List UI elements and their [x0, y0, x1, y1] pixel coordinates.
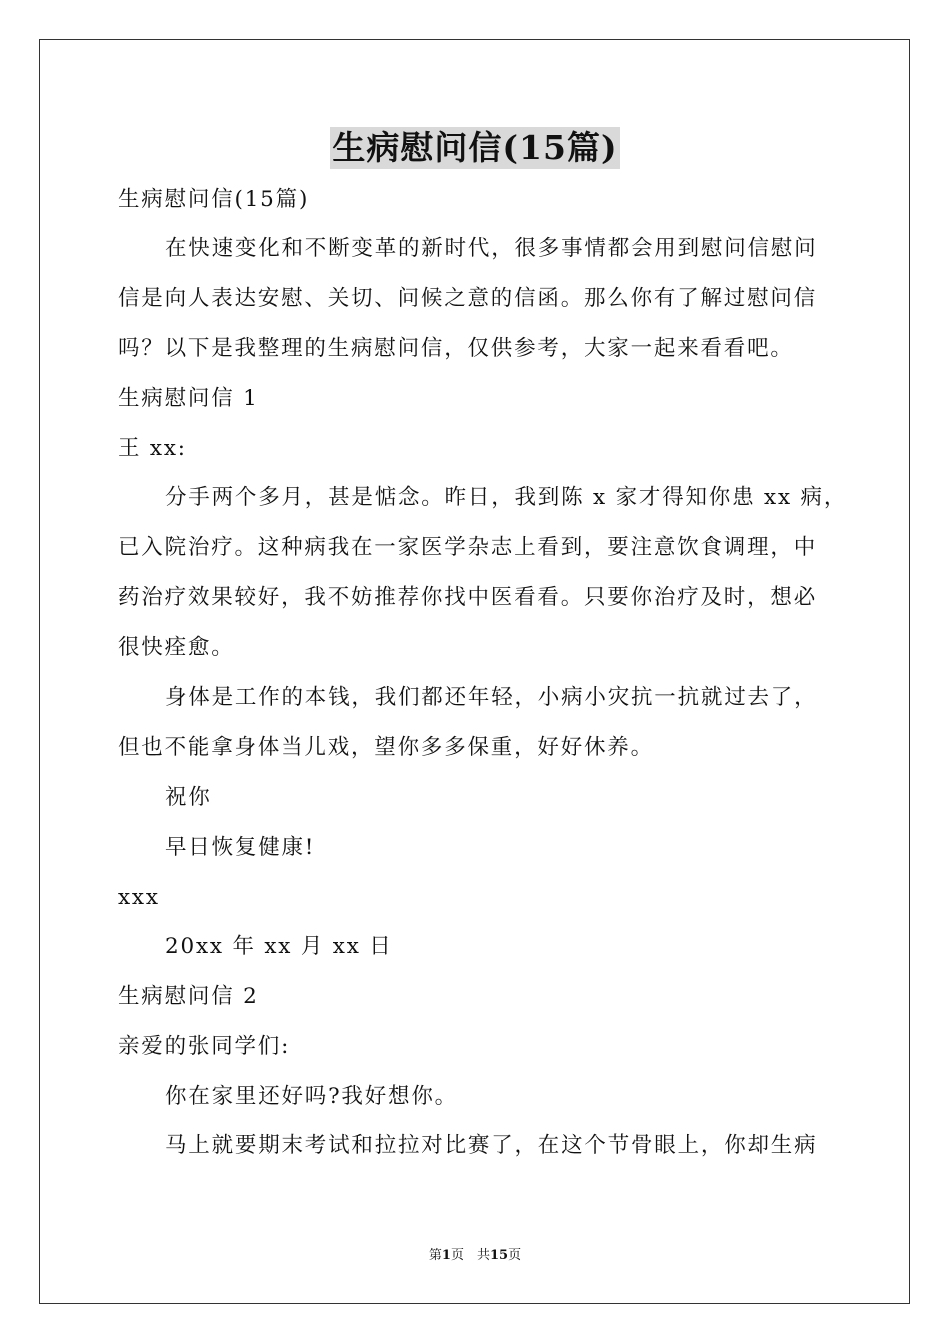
footer-suffix: 页 — [508, 1248, 522, 1263]
footer-total-pages: 15 — [489, 1248, 509, 1263]
section-heading: 生病慰问信 2 — [118, 984, 259, 1009]
paragraph-line: 分手两个多月，甚是惦念。昨日，我到陈 x 家才得知你患 xx 病， — [165, 485, 848, 510]
paragraph-line: 信是向人表达安慰、关切、问候之意的信函。那么你有了解过慰问信 — [118, 286, 818, 311]
page-border — [39, 39, 910, 1304]
footer-page-number: 1 — [441, 1248, 451, 1263]
paragraph-line: 很快痊愈。 — [118, 635, 235, 660]
paragraph-line: 但也不能拿身体当儿戏，望你多多保重，好好休养。 — [118, 735, 654, 760]
closing-line: 祝你 — [165, 785, 212, 810]
paragraph-line: 已入院治疗。这种病我在一家医学杂志上看到，要注意饮食调理，中 — [118, 535, 818, 560]
subtitle-line: 生病慰问信(15篇) — [118, 187, 310, 212]
salutation: 亲爱的张同学们: — [118, 1034, 291, 1059]
footer-prefix: 第 — [428, 1248, 442, 1263]
paragraph-line: 药治疗效果较好，我不妨推荐你找中医看看。只要你治疗及时，想必 — [118, 585, 818, 610]
salutation: 王 xx: — [118, 436, 187, 461]
signature: xxx — [118, 885, 160, 910]
section-heading: 生病慰问信 1 — [118, 386, 259, 411]
document-title: 生病慰问信(15篇) — [332, 128, 618, 167]
page-footer — [0, 1247, 950, 1265]
paragraph-line: 在快速变化和不断变革的新时代，很多事情都会用到慰问信慰问 — [165, 236, 818, 261]
paragraph-line: 马上就要期末考试和拉拉对比赛了，在这个节骨眼上，你却生病 — [165, 1133, 818, 1158]
paragraph-line: 吗？以下是我整理的生病慰问信，仅供参考，大家一起来看看吧。 — [118, 336, 794, 361]
title-container — [0, 127, 950, 169]
footer-mid: 页 共 — [450, 1248, 490, 1263]
closing-line: 早日恢复健康! — [165, 835, 316, 860]
date-line: 20xx 年 xx 月 xx 日 — [165, 934, 393, 959]
paragraph-line: 你在家里还好吗?我好想你。 — [165, 1084, 458, 1109]
paragraph-line: 身体是工作的本钱，我们都还年轻，小病小灾抗一抗就过去了， — [165, 685, 818, 710]
